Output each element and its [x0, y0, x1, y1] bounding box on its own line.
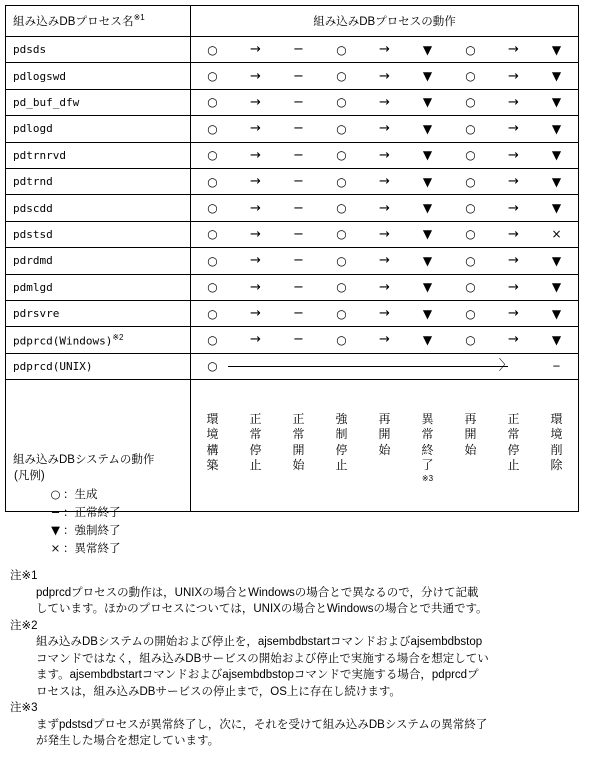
- footnote-line: しています。ほかのプロセスについては，UNIXの場合とWindowsの場合とで共通です。: [36, 603, 488, 615]
- long-arrow-head-icon: 〉: [498, 358, 513, 375]
- system-behavior-char: 常: [292, 427, 305, 442]
- footnote-line: pdprcdプロセスの動作は，UNIXの場合とWindowsの場合とで異なるので，分けて記載: [36, 586, 479, 599]
- arrow-icon: →: [250, 332, 261, 348]
- process-name-label: pdsds: [13, 43, 47, 57]
- circle-icon: ○: [207, 359, 218, 374]
- process-name-label: pdscdd: [13, 201, 53, 215]
- arrow-icon: →: [508, 94, 519, 110]
- process-name-cell: [6, 248, 191, 274]
- arrow-icon: →: [508, 121, 519, 137]
- arrow-icon: →: [250, 94, 261, 110]
- triangle-icon: ▼: [422, 201, 433, 216]
- triangle-icon: ▼: [422, 227, 433, 242]
- behavior-cells: [191, 274, 579, 300]
- circle-icon: ○: [465, 148, 476, 163]
- table-row: [6, 168, 579, 194]
- arrow-icon: →: [379, 121, 390, 137]
- behavior-cells: [191, 168, 579, 194]
- arrow-icon: →: [508, 42, 519, 58]
- system-behavior-column: [234, 412, 277, 484]
- footnote-line: 組み込みDBシステムの開始および停止を，ajsembdbstartコマンドおよびajsembdbstop: [36, 636, 483, 648]
- circle-icon: ○: [465, 42, 476, 57]
- footnote-line: コマンドではなく，組み込みDBサービスの開始および停止で実施する場合を想定してい: [36, 652, 489, 665]
- circle-icon: ○: [336, 148, 347, 163]
- dash-icon: −: [293, 174, 304, 190]
- triangle-icon: ▼: [422, 306, 433, 321]
- system-behavior-label: 組み込みDBシステムの動作: [6, 380, 191, 512]
- table-row: [6, 274, 579, 300]
- arrow-icon: →: [379, 174, 390, 190]
- arrow-icon: →: [250, 42, 261, 58]
- arrow-icon: →: [379, 279, 390, 295]
- system-behavior-column: [191, 412, 234, 484]
- header-process-behavior: 組み込みDBプロセスの動作: [191, 6, 579, 37]
- footnote-block: [10, 568, 605, 618]
- behavior-cells: [191, 248, 579, 274]
- circle-icon: ○: [336, 121, 347, 136]
- system-behavior-char: 再: [464, 411, 477, 426]
- system-behavior-char: 正: [249, 411, 262, 426]
- legend-symbol-icon: −: [50, 505, 61, 519]
- process-name-cell: [6, 168, 191, 194]
- process-name-label: pdprcd(Windows): [13, 334, 113, 348]
- process-name-cell: [6, 116, 191, 142]
- process-name-label: pdstsd: [13, 227, 53, 241]
- behavior-slot-grid: [191, 195, 578, 220]
- system-behavior-char: 異: [421, 411, 434, 426]
- triangle-icon: ▼: [551, 201, 562, 216]
- system-behavior-char: 境: [550, 427, 563, 442]
- circle-icon: ○: [336, 201, 347, 216]
- circle-icon: ○: [207, 253, 218, 268]
- circle-icon: ○: [336, 42, 347, 57]
- behavior-cells: [191, 116, 579, 142]
- arrow-icon: →: [508, 68, 519, 84]
- circle-icon: ○: [465, 306, 476, 321]
- arrow-icon: →: [508, 200, 519, 216]
- footnote-line: ロセスは，組み込みDBサービスの停止まで，OS上に存在し続けます。: [36, 685, 401, 698]
- circle-icon: ○: [465, 174, 476, 189]
- triangle-icon: ▼: [422, 121, 433, 136]
- arrow-icon: →: [379, 306, 390, 322]
- footnote-block: [10, 618, 605, 701]
- legend-title: (凡例): [14, 470, 45, 482]
- system-behavior-char: 除: [550, 458, 563, 473]
- arrow-icon: →: [250, 68, 261, 84]
- triangle-icon: ▼: [551, 280, 562, 295]
- dash-icon: −: [293, 200, 304, 216]
- system-behavior-char: 了: [421, 458, 434, 473]
- process-name-cell: [6, 221, 191, 247]
- dash-icon: −: [293, 306, 304, 322]
- triangle-icon: ▼: [551, 174, 562, 189]
- arrow-icon: →: [250, 253, 261, 269]
- triangle-icon: ▼: [422, 69, 433, 84]
- arrow-icon: →: [508, 253, 519, 269]
- circle-icon: ○: [336, 69, 347, 84]
- system-behavior-grid: [191, 408, 578, 484]
- dash-icon: −: [293, 42, 304, 58]
- behavior-cells: [191, 63, 579, 89]
- process-name-cell: [6, 89, 191, 115]
- system-behavior-column: [363, 412, 406, 484]
- process-name-label: pdtrnrvd: [13, 148, 66, 162]
- system-behavior-char: 正: [507, 411, 520, 426]
- legend-item: [48, 540, 121, 558]
- process-name-label: pdprcd(UNIX): [13, 359, 93, 373]
- circle-icon: ○: [336, 306, 347, 321]
- system-behavior-char: 構: [206, 442, 219, 457]
- table-row: [6, 195, 579, 221]
- header-process-name-note: ※1: [133, 13, 145, 23]
- circle-icon: ○: [465, 332, 476, 347]
- process-name-label: pdlogswd: [13, 69, 66, 83]
- triangle-icon: ▼: [422, 174, 433, 189]
- process-name-label: pdmlgd: [13, 280, 53, 294]
- system-behavior-columns: [191, 380, 579, 512]
- circle-icon: ○: [207, 121, 218, 136]
- arrow-icon: →: [379, 332, 390, 348]
- table-header-row: [6, 6, 579, 37]
- circle-icon: ○: [207, 69, 218, 84]
- table-row-unix: [6, 353, 579, 379]
- legend-text: ：正常終了: [63, 507, 121, 519]
- system-behavior-char: 常: [507, 427, 520, 442]
- system-behavior-char: 制: [335, 427, 348, 442]
- system-behavior-note: ※3: [421, 473, 434, 483]
- process-name-label: pdlogd: [13, 122, 53, 136]
- footnote-line: が発生した場合を想定しています。: [36, 735, 220, 747]
- legend-symbol-icon: ▼: [51, 523, 60, 537]
- circle-icon: ○: [207, 332, 218, 347]
- table-row: [6, 142, 579, 168]
- system-behavior-char: 止: [335, 458, 348, 473]
- behavior-cells: [191, 195, 579, 221]
- triangle-icon: ▼: [551, 42, 562, 57]
- system-behavior-char: 開: [292, 442, 305, 457]
- circle-icon: ○: [336, 253, 347, 268]
- circle-icon: ○: [465, 227, 476, 242]
- behavior-cells: [191, 89, 579, 115]
- arrow-icon: →: [250, 174, 261, 190]
- behavior-slot-grid: [191, 143, 578, 168]
- arrow-icon: →: [250, 147, 261, 163]
- system-behavior-char: 止: [249, 458, 262, 473]
- circle-icon: ○: [207, 280, 218, 295]
- arrow-icon: →: [379, 42, 390, 58]
- circle-icon: ○: [465, 253, 476, 268]
- table-row: [6, 300, 579, 326]
- system-behavior-char: 始: [292, 458, 305, 473]
- process-name-cell: [6, 142, 191, 168]
- system-behavior-char: 開: [378, 427, 391, 442]
- triangle-icon: ▼: [551, 306, 562, 321]
- table-row: [6, 63, 579, 89]
- circle-icon: ○: [465, 69, 476, 84]
- behavior-cells: [191, 327, 579, 353]
- table-row: [6, 327, 579, 353]
- circle-icon: ○: [465, 95, 476, 110]
- footnote-heading: 注※2: [10, 619, 38, 632]
- system-behavior-char: 再: [378, 411, 391, 426]
- system-behavior-char: 終: [421, 442, 434, 457]
- triangle-icon: ▼: [551, 95, 562, 110]
- arrow-icon: →: [250, 121, 261, 137]
- system-behavior-char: 削: [550, 442, 563, 457]
- footnote-block: [10, 700, 605, 750]
- triangle-icon: ▼: [551, 121, 562, 136]
- arrow-icon: →: [508, 332, 519, 348]
- process-name-cell: [6, 195, 191, 221]
- arrow-icon: →: [508, 306, 519, 322]
- triangle-icon: ▼: [551, 253, 562, 268]
- behavior-cells: [191, 300, 579, 326]
- system-behavior-char: 停: [249, 442, 262, 457]
- system-behavior-char: 強: [335, 411, 348, 426]
- behavior-slot-grid: [191, 248, 578, 273]
- system-behavior-column: [320, 412, 363, 484]
- triangle-icon: ▼: [422, 280, 433, 295]
- triangle-icon: ▼: [422, 42, 433, 57]
- circle-icon: ○: [207, 42, 218, 57]
- triangle-icon: ▼: [422, 253, 433, 268]
- process-behavior-table: [5, 5, 579, 512]
- header-process-name-text: 組み込みDBプロセス名: [13, 16, 134, 28]
- arrow-icon: →: [508, 226, 519, 242]
- behavior-slot-grid: [191, 301, 578, 326]
- process-name-cell: [6, 327, 191, 353]
- table-row: [6, 116, 579, 142]
- circle-icon: ○: [207, 201, 218, 216]
- long-arrow-group: [191, 354, 578, 379]
- circle-icon: ○: [465, 121, 476, 136]
- circle-icon: ○: [336, 227, 347, 242]
- system-behavior-char: 境: [206, 427, 219, 442]
- footnotes: [10, 568, 605, 750]
- arrow-icon: →: [379, 147, 390, 163]
- arrow-icon: →: [250, 200, 261, 216]
- legend-text: ：強制終了: [63, 525, 121, 537]
- table-row: [6, 221, 579, 247]
- footnote-heading: 注※3: [10, 702, 38, 714]
- arrow-icon: →: [508, 279, 519, 295]
- arrow-icon: →: [379, 253, 390, 269]
- triangle-icon: ▼: [551, 332, 562, 347]
- process-name-cell: [6, 300, 191, 326]
- behavior-slot-grid: [191, 327, 578, 352]
- system-behavior-column: [492, 412, 535, 484]
- triangle-icon: ▼: [551, 69, 562, 84]
- circle-icon: ○: [465, 201, 476, 216]
- footnote-heading: 注※1: [10, 570, 38, 582]
- system-behavior-char: 常: [421, 427, 434, 442]
- behavior-cells: [191, 142, 579, 168]
- system-behavior-char: 開: [464, 427, 477, 442]
- behavior-slot-grid: [191, 37, 578, 62]
- circle-icon: ○: [465, 280, 476, 295]
- footnote-line: ます。ajsembdbstartコマンドおよびajsembdbstopコマンドで実施する場合，pdprcdプ: [36, 669, 479, 681]
- table-header: [6, 6, 579, 37]
- legend-symbol-icon: ×: [50, 541, 61, 555]
- system-behavior-char: 始: [464, 442, 477, 457]
- system-behavior-char: 正: [292, 411, 305, 426]
- legend-symbol-icon: ○: [50, 487, 61, 501]
- system-behavior-char: 常: [249, 427, 262, 442]
- process-name-note: ※2: [112, 332, 124, 342]
- circle-icon: ○: [336, 280, 347, 295]
- arrow-icon: →: [250, 279, 261, 295]
- system-behavior-char: 始: [378, 442, 391, 457]
- legend-item: [48, 504, 121, 522]
- triangle-icon: ▼: [422, 95, 433, 110]
- behavior-cells-unix: [191, 353, 579, 379]
- dash-icon: −: [293, 226, 304, 242]
- circle-icon: ○: [336, 174, 347, 189]
- system-behavior-char: 停: [507, 442, 520, 457]
- legend: [14, 468, 121, 558]
- circle-icon: ○: [336, 332, 347, 347]
- legend-item: [48, 486, 121, 504]
- triangle-icon: ▼: [551, 148, 562, 163]
- arrow-icon: →: [250, 306, 261, 322]
- behavior-slot-grid: [191, 90, 578, 115]
- long-arrow-line: [228, 366, 509, 367]
- dash-icon: −: [293, 121, 304, 137]
- circle-icon: ○: [207, 148, 218, 163]
- header-process-name: [6, 6, 191, 37]
- behavior-slot-grid: [191, 222, 578, 247]
- legend-text: ：生成: [63, 489, 98, 501]
- arrow-icon: →: [250, 226, 261, 242]
- dash-icon: −: [293, 332, 304, 348]
- system-behavior-char: 停: [335, 442, 348, 457]
- circle-icon: ○: [207, 227, 218, 242]
- system-behavior-char: 環: [550, 411, 563, 426]
- dash-icon: −: [552, 358, 561, 374]
- process-name-cell: [6, 353, 191, 379]
- behavior-slot-grid: [191, 116, 578, 141]
- process-name-cell: [6, 63, 191, 89]
- arrow-icon: →: [379, 226, 390, 242]
- system-behavior-char: 築: [206, 458, 219, 473]
- dash-icon: −: [293, 94, 304, 110]
- dash-icon: −: [293, 147, 304, 163]
- arrow-icon: →: [508, 147, 519, 163]
- behavior-slot-grid: [191, 63, 578, 88]
- legend-item: [48, 522, 121, 540]
- process-name-label: pd_buf_dfw: [13, 95, 80, 109]
- system-behavior-char: 環: [206, 411, 219, 426]
- triangle-icon: ▼: [422, 332, 433, 347]
- dash-icon: −: [293, 68, 304, 84]
- dash-icon: −: [293, 253, 304, 269]
- triangle-icon: ▼: [422, 148, 433, 163]
- behavior-slot-grid: [191, 275, 578, 300]
- table-body: [6, 37, 579, 512]
- process-name-label: pdtrnd: [13, 175, 53, 189]
- process-name-cell: [6, 37, 191, 63]
- behavior-cells: [191, 37, 579, 63]
- table-row: [6, 37, 579, 63]
- system-behavior-char: 止: [507, 458, 520, 473]
- process-name-label: pdrdmd: [13, 254, 53, 268]
- behavior-cells: [191, 221, 579, 247]
- footnote-line: まずpdstsdプロセスが異常終了し，次に，それを受けて組み込みDBシステムの異常終了: [36, 718, 488, 731]
- circle-icon: ○: [207, 174, 218, 189]
- arrow-icon: →: [379, 94, 390, 110]
- cross-icon: ×: [551, 227, 562, 242]
- behavior-slot-grid: [191, 169, 578, 194]
- system-behavior-column: [406, 412, 449, 484]
- process-name-cell: [6, 274, 191, 300]
- dash-icon: −: [293, 279, 304, 295]
- process-behavior-table-container: [5, 5, 578, 512]
- arrow-icon: →: [508, 174, 519, 190]
- table-row: [6, 89, 579, 115]
- circle-icon: ○: [336, 95, 347, 110]
- system-behavior-column: [277, 412, 320, 484]
- arrow-icon: →: [379, 200, 390, 216]
- system-behavior-column: [449, 412, 492, 484]
- arrow-icon: →: [379, 68, 390, 84]
- system-behavior-column: [535, 412, 578, 484]
- process-name-label: pdrsvre: [13, 307, 60, 321]
- table-row: [6, 248, 579, 274]
- legend-item-list: [48, 486, 121, 558]
- circle-icon: ○: [207, 95, 218, 110]
- circle-icon: ○: [207, 306, 218, 321]
- legend-text: ：異常終了: [63, 543, 121, 555]
